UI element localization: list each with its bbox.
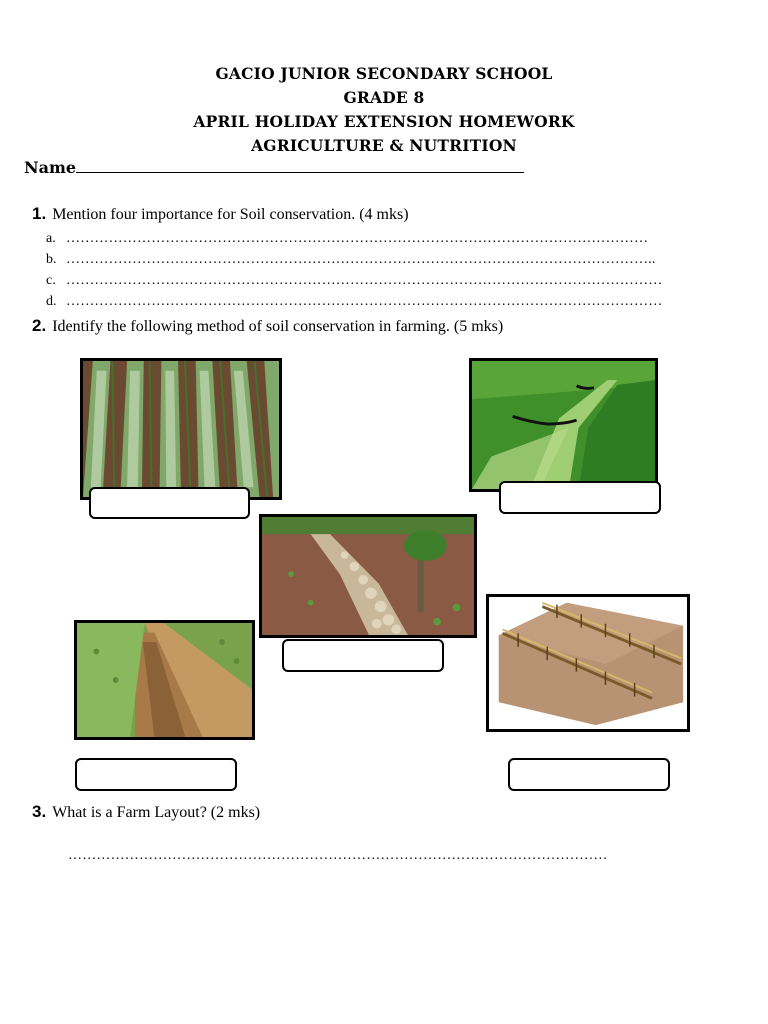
- name-answer-line[interactable]: [76, 158, 524, 173]
- question-2-text: Identify the following method of soil conservation in farming. (5 mks): [52, 318, 504, 335]
- answer-line-b[interactable]: [46, 252, 656, 268]
- dotted-answer-line: ……………………………………………………………………………………………………………..: [66, 252, 656, 267]
- worksheet-header: [0, 62, 768, 158]
- option-letter: c.: [46, 273, 56, 288]
- dotted-answer-line: ………………………………………………………………………………………………………………: [66, 273, 663, 288]
- question-3: [32, 802, 260, 822]
- subject-title: AGRICULTURE & NUTRITION: [251, 136, 517, 155]
- grade-label: GRADE 8: [343, 88, 425, 107]
- dotted-answer-line: ……………………………………………………………………………………………………………: [66, 231, 649, 246]
- dotted-answer-line: ………………………………………………………………………………………………………………: [66, 294, 663, 309]
- answer-box-2[interactable]: [499, 481, 661, 514]
- answer-box-3[interactable]: [282, 639, 444, 672]
- question-2-number: 2.: [32, 316, 47, 335]
- school-name: GACIO JUNIOR SECONDARY SCHOOL: [215, 64, 553, 83]
- question-2: [32, 316, 503, 336]
- answer-box-1[interactable]: [89, 487, 250, 519]
- question-1-number: 1.: [32, 204, 47, 223]
- option-letter: b.: [46, 252, 57, 267]
- question-3-number: 3.: [32, 802, 47, 821]
- homework-title: APRIL HOLIDAY EXTENSION HOMEWORK: [193, 112, 575, 131]
- question-3-answer-line[interactable]: [68, 848, 608, 864]
- option-letter: a.: [46, 231, 56, 246]
- mulched-crop-rows-image: [80, 358, 282, 500]
- answer-box-5[interactable]: [508, 758, 670, 791]
- trash-lines-image: [486, 594, 690, 732]
- answer-line-c[interactable]: [46, 273, 662, 289]
- question-1: [32, 204, 409, 224]
- grassed-waterway-image: [469, 358, 658, 492]
- name-field-row: [24, 158, 524, 177]
- question-1-text: Mention four importance for Soil conservation. (4 mks): [52, 206, 409, 223]
- answer-line-a[interactable]: [46, 231, 648, 247]
- dotted-answer-line: ……………………………………………………………………………………………………: [68, 848, 608, 863]
- name-label: Name: [24, 158, 77, 177]
- question-3-text: What is a Farm Layout? (2 mks): [52, 804, 261, 821]
- answer-box-4[interactable]: [75, 758, 237, 791]
- option-letter: d.: [46, 294, 57, 309]
- stone-lines-image: [259, 514, 477, 638]
- answer-line-d[interactable]: [46, 294, 662, 310]
- cut-off-drain-image: [74, 620, 255, 740]
